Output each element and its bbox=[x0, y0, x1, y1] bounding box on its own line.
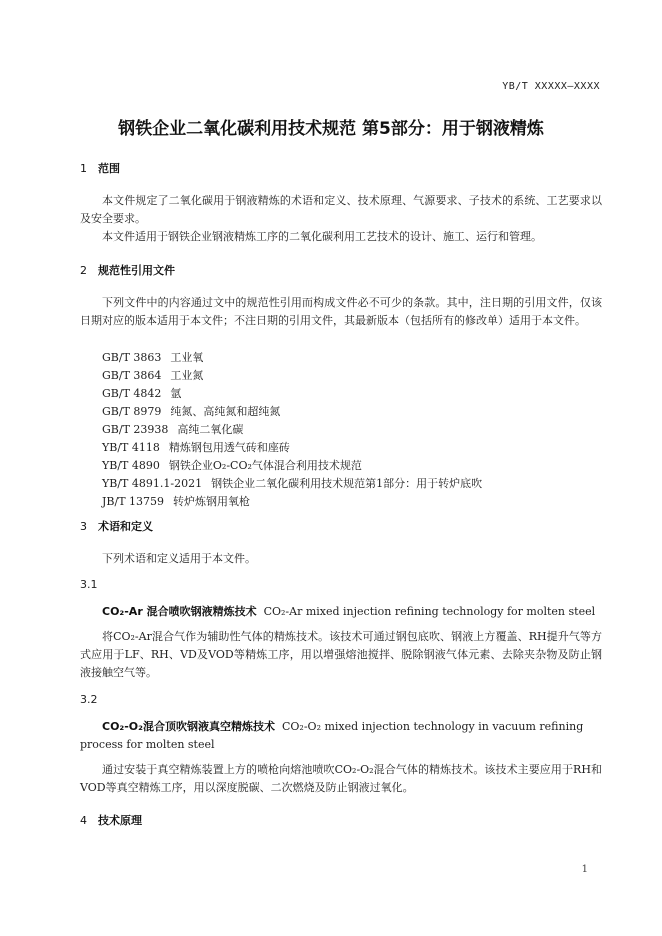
term-en: CO₂-O₂ mixed injection technology in vacuum refining process for molten steel bbox=[80, 720, 584, 751]
page-number: 1 bbox=[581, 864, 588, 875]
reference-code: GB/T 23938 bbox=[102, 423, 169, 436]
reference-name: 转炉炼钢用氧枪 bbox=[173, 495, 251, 508]
term-number: 3.1 bbox=[80, 578, 98, 591]
reference-code: GB/T 3863 bbox=[102, 351, 162, 364]
reference-name: 精炼钢包用透气砖和座砖 bbox=[168, 441, 290, 454]
reference-item bbox=[102, 457, 362, 473]
reference-item bbox=[102, 493, 250, 509]
section-title: 规范性引用文件 bbox=[98, 264, 175, 277]
section-number: 1 bbox=[80, 162, 87, 175]
paragraph: 本文件适用于钢铁企业钢液精炼工序的二氧化碳利用工艺技术的设计、施工、运行和管理。 bbox=[102, 230, 542, 243]
paragraph: 本文件规定了二氧化碳用于钢液精炼的术语和定义、技术原理、气源要求、子技术的系统、工艺要求以及安全要求。 bbox=[80, 194, 602, 225]
section-number: 4 bbox=[80, 814, 87, 827]
reference-code: GB/T 8979 bbox=[102, 405, 162, 418]
term-zh: CO₂-O₂混合顶吹钢液真空精炼技术 bbox=[102, 720, 275, 733]
section-2-heading bbox=[80, 262, 175, 278]
reference-name: 工业氧 bbox=[170, 351, 204, 364]
paragraph: 下列术语和定义适用于本文件。 bbox=[102, 552, 256, 565]
section-number: 3 bbox=[80, 520, 87, 533]
reference-name: 钢铁企业二氧化碳利用技术规范第1部分：用于转炉底吹 bbox=[211, 477, 483, 490]
paragraph: 下列文件中的内容通过文中的规范性引用而构成文件必不可少的条款。其中，注日期的引用文件，仅该日期对应的版本适用于本文件；不注日期的引用文件，其最新版本（包括所有的修改单）适用于本文件。 bbox=[80, 296, 602, 327]
reference-code: YB/T 4891.1-2021 bbox=[102, 477, 203, 490]
term-definition: 将CO₂-Ar混合气作为辅助性气体的精炼技术。该技术可通过钢包底吹、钢液上方覆盖、RH提升气等方式应用于LF、RH、VD及VOD等精炼工序，用以增强熔池搅拌、脱除钢液气体元素、去除夹杂物及防止钢液接触空气等。 bbox=[80, 630, 602, 679]
reference-item bbox=[102, 367, 203, 383]
term-definition: 通过安装于真空精炼装置上方的喷枪向熔池喷吹CO₂-O₂混合气体的精炼技术。该技术主要应用于RH和VOD等真空精炼工序，用以深度脱碳、二次燃烧及防止钢液过氧化。 bbox=[80, 763, 602, 794]
document-title: 钢铁企业二氧化碳利用技术规范 第5部分：用于钢液精炼 bbox=[118, 119, 544, 139]
term-zh: CO₂-Ar 混合喷吹钢液精炼技术 bbox=[102, 605, 257, 618]
section-number: 2 bbox=[80, 264, 87, 277]
reference-code: GB/T 4842 bbox=[102, 387, 162, 400]
reference-item bbox=[102, 385, 181, 401]
reference-name: 工业氮 bbox=[170, 369, 204, 382]
document-number: YB/T XXXXX—XXXX bbox=[502, 81, 600, 92]
reference-item bbox=[102, 439, 290, 455]
term-number: 3.2 bbox=[80, 693, 98, 706]
term-heading bbox=[80, 718, 602, 754]
reference-code: JB/T 13759 bbox=[102, 495, 165, 508]
section-title: 术语和定义 bbox=[98, 520, 153, 533]
reference-name: 氩 bbox=[170, 387, 182, 400]
reference-code: YB/T 4118 bbox=[102, 441, 160, 454]
section-title: 范围 bbox=[98, 162, 120, 175]
reference-name: 高纯二氧化碳 bbox=[177, 423, 244, 436]
term-heading bbox=[102, 603, 602, 621]
reference-item bbox=[102, 421, 243, 437]
reference-name: 钢铁企业O₂-CO₂气体混合利用技术规范 bbox=[168, 459, 362, 472]
reference-name: 纯氮、高纯氮和超纯氮 bbox=[170, 405, 281, 418]
reference-item bbox=[102, 403, 280, 419]
term-en: CO₂-Ar mixed injection refining technology for molten steel bbox=[263, 605, 596, 618]
reference-code: YB/T 4890 bbox=[102, 459, 160, 472]
section-3-heading bbox=[80, 518, 153, 534]
reference-code: GB/T 3864 bbox=[102, 369, 162, 382]
reference-item bbox=[102, 475, 482, 491]
section-1-heading bbox=[80, 160, 120, 176]
section-title: 技术原理 bbox=[98, 814, 142, 827]
reference-item bbox=[102, 349, 203, 365]
section-4-heading bbox=[80, 812, 142, 828]
